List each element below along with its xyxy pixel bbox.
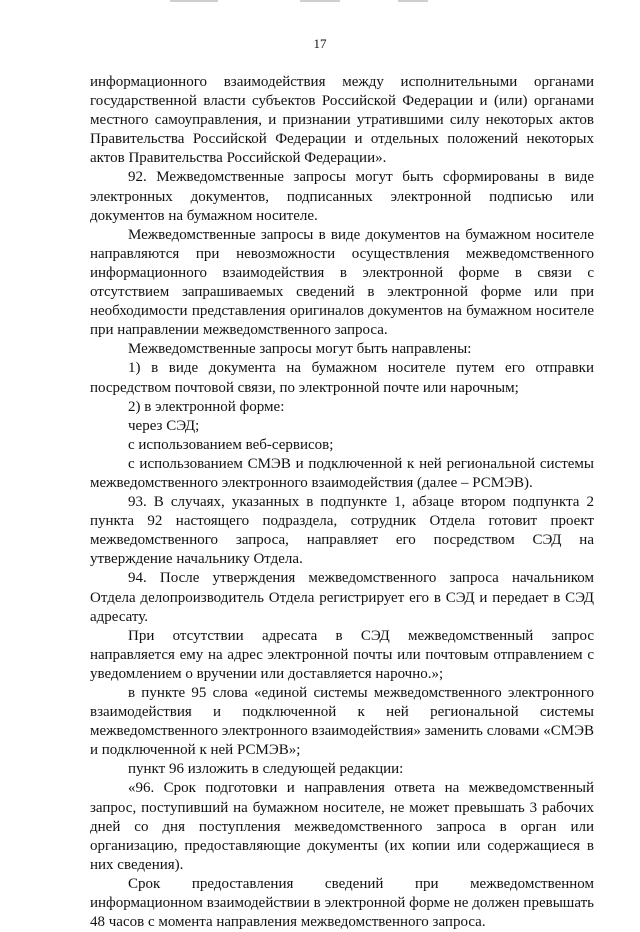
list-subitem-smev: с использованием СМЭВ и подключенной к ней региональной системы межведомственного электронного взаимодействия (далее – РСМЭВ).: [90, 455, 594, 491]
list-item-electronic: 2) в электронной форме:: [128, 398, 285, 415]
paragraph-continuation: информационного взаимодействия между исполнительными органами государственной власти субъектов Российской Федерации и (или) органами местного самоуправления, и признании утратившими силу некоторых актов Правительства Российской Федерации и отдельных положений некоторых актов Правительства Российской Федерации».: [90, 74, 594, 167]
paragraph-item-96: «96. Срок подготовки и направления ответа на межведомственный запрос, поступивший на бумажном носителе, не может превышать 3 рабочих дней со дня поступления межведомственного запроса в орган или организацию, предоставляющие документы (их копии или содержащиеся в них сведения).: [90, 780, 594, 873]
list-subitem-web-services: с использованием веб-сервисов;: [128, 436, 334, 453]
paragraph-no-addressee: При отсутствии адресата в СЭД межведомственный запрос направляется ему на адрес электронной почты или почтовым отправлением с уведомлением о вручении или доставляется нарочно.»;: [90, 627, 594, 682]
scan-artifact-line: [170, 0, 218, 2]
paragraph-item-92: 92. Межведомственные запросы могут быть сформированы в виде электронных документов, подписанных электронной подписью или документов на бумажном носителе.: [90, 169, 594, 224]
paragraph-paper-requests: Межведомственные запросы в виде документов на бумажном носителе направляются при невозможности осуществления межведомственного информационного взаимодействия в электронной форме в связи с отсутствием запрашиваемых сведений в электронной форме или при необходимости представления оригиналов документов на бумажном носителе при направлении межведомственного запроса.: [90, 226, 594, 339]
scan-artifact-line: [398, 0, 428, 2]
scan-artifact-line: [300, 0, 340, 2]
paragraph-item-93: 93. В случаях, указанных в подпункте 1, абзаце втором подпункта 2 пункта 92 настоящего подраздела, сотрудник Отдела готовит проект межведомственного запроса, направляет его посредством СЭД на утверждение начальнику Отдела.: [90, 494, 594, 568]
page-number: 17: [313, 36, 327, 51]
paragraph-electronic-deadline: Срок предоставления сведений при межведомственном информационном взаимодействии в электронной форме не должен превышать 48 часов с момента направления межведомственного запроса.: [90, 875, 594, 931]
document-body: [90, 73, 594, 932]
list-subitem-sed: через СЭД;: [128, 417, 200, 434]
paragraph-item-95-amendment: в пункте 95 слова «единой системы межведомственного электронного взаимодействия и подключенной к ней региональной системы межведомственного электронного взаимодействия» заменить словами «СМЭВ и подключенной к ней РСМЭВ»;: [90, 685, 594, 759]
paragraph-requests-sent: Межведомственные запросы могут быть направлены:: [128, 341, 472, 358]
paragraph-item-94: 94. После утверждения межведомственного запроса начальником Отдела делопроизводитель Отдела регистрирует его в СЭД и передает в СЭД адресату.: [90, 570, 594, 625]
list-item-paper: 1) в виде документа на бумажном носителе путем его отправки посредством почтовой связи, по электронной почте или нарочным;: [90, 360, 594, 396]
paragraph-item-96-intro: пункт 96 изложить в следующей редакции:: [128, 761, 404, 778]
